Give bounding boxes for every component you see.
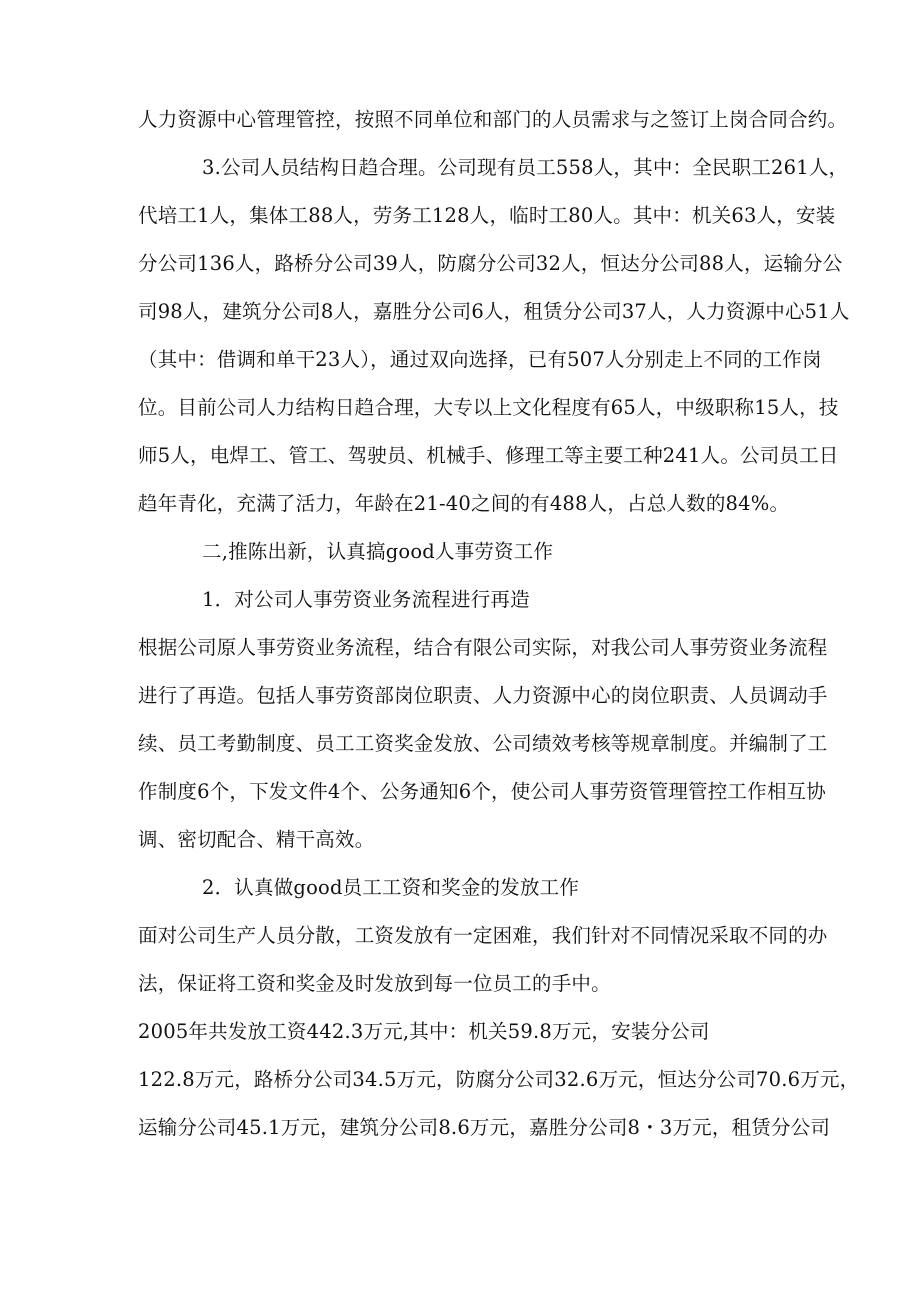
paragraph-line: 面对公司生产人员分散，工资发放有一定困难，我们针对不同情况采取不同的办 <box>138 924 828 947</box>
paragraph-line: 运输分公司45.1万元，建筑分公司8.6万元，嘉胜分公司8・3万元，租赁分公司 <box>138 1116 831 1139</box>
section-heading: 二,推陈出新，认真搞good人事劳资工作 <box>202 540 554 563</box>
subsection-heading: 1．对公司人事劳资业务流程进行再造 <box>202 588 530 611</box>
paragraph-line: 分公司136人，路桥分公司39人，防腐分公司32人，恒达分公司88人，运输分公 <box>138 252 843 275</box>
paragraph-line: 3.公司人员结构日趋合理。公司现有员工558人，其中：全民职工261人， <box>202 156 849 179</box>
paragraph-line: 进行了再造。包括人事劳资部岗位职责、人力资源中心的岗位职责、人员调动手 <box>138 684 828 707</box>
paragraph-line: 司98人，建筑分公司8人，嘉胜分公司6人，租赁分公司37人，人力资源中心51人 <box>138 300 850 323</box>
paragraph-line: 2005年共发放工资442.3万元,其中：机关59.8万元，安装分公司 <box>138 1020 710 1043</box>
paragraph-line: 调、密切配合、精干高效。 <box>138 828 375 851</box>
subsection-heading: 2．认真做good员工工资和奖金的发放工作 <box>202 876 580 899</box>
paragraph-line: 代培工1人，集体工88人，劳务工128人，临时工80人。其中：机关63人，安装 <box>138 204 836 227</box>
paragraph-line: 趋年青化，充满了活力，年龄在21-40之间的有488人，占总人数的84%。 <box>138 492 790 515</box>
paragraph-line: 法，保证将工资和奖金及时发放到每一位员工的手中。 <box>138 972 611 995</box>
paragraph-line: （其中：借调和单干23人），通过双向选择，已有507人分别走上不同的工作岗 <box>138 348 822 371</box>
paragraph-line: 人力资源中心管理管控，按照不同单位和部门的人员需求与之签订上岗合同合约。 <box>138 108 848 131</box>
paragraph-line: 师5人，电焊工、管工、驾驶员、机械手、修理工等主要工种241人。公司员工日 <box>138 444 839 467</box>
paragraph-line: 续、员工考勤制度、员工工资奖金发放、公司绩效考核等规章制度。并编制了工 <box>138 732 828 755</box>
paragraph-line: 122.8万元，路桥分公司34.5万元，防腐分公司32.6万元，恒达分公司70.6万元， <box>138 1068 860 1091</box>
paragraph-line: 作制度6个，下发文件4个、公务通知6个，使公司人事劳资管理管控工作相互协 <box>138 780 826 803</box>
paragraph-line: 根据公司原人事劳资业务流程，结合有限公司实际，对我公司人事劳资业务流程 <box>138 636 828 659</box>
paragraph-line: 位。目前公司人力结构日趋合理，大专以上文化程度有65人，中级职称15人，技 <box>138 396 839 419</box>
